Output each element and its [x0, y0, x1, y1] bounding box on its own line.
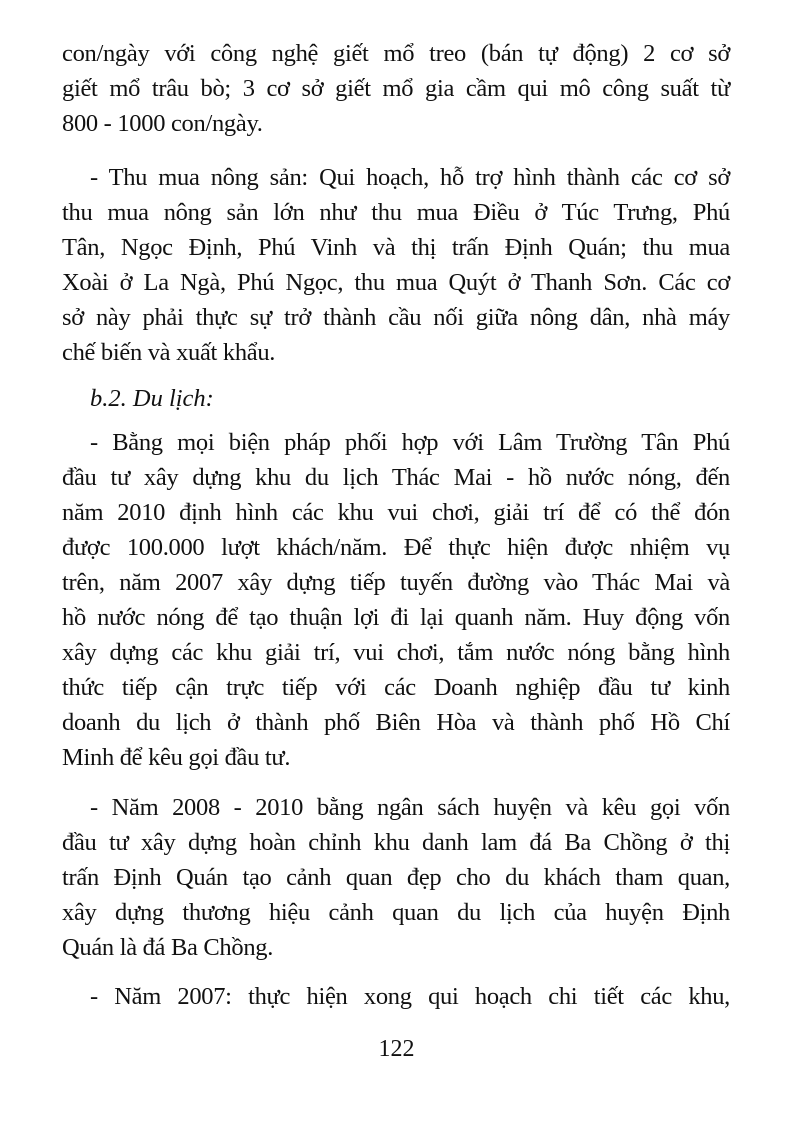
text-line: giết mổ trâu bò; 3 cơ sở giết mổ gia cầm qui mô công suất từ — [62, 75, 730, 102]
text-line: doanh du lịch ở thành phố Biên Hòa và thành phố Hồ Chí — [62, 709, 730, 736]
text-line: trên, năm 2007 xây dựng tiếp tuyến đường vào Thác Mai và — [62, 569, 730, 596]
text-line: trấn Định Quán tạo cảnh quan đẹp cho du khách tham quan, — [62, 864, 730, 891]
text-line: năm 2010 định hình các khu vui chơi, giải trí để có thể đón — [62, 499, 730, 526]
text-line: xây dựng thương hiệu cảnh quan du lịch của huyện Định — [62, 899, 730, 926]
page-number: 122 — [378, 1036, 415, 1062]
text-line: đầu tư xây dựng khu du lịch Thác Mai - hồ nước nóng, đến — [62, 464, 730, 491]
text-line: - Năm 2008 - 2010 bằng ngân sách huyện và kêu gọi vốn — [90, 794, 730, 821]
text-line: - Thu mua nông sản: Qui hoạch, hỗ trợ hình thành các cơ sở — [90, 164, 730, 191]
text-line: Xoài ở La Ngà, Phú Ngọc, thu mua Quýt ở Thanh Sơn. Các cơ — [62, 269, 730, 296]
text-line: thu mua nông sản lớn như thu mua Điều ở Túc Trưng, Phú — [62, 199, 730, 226]
text-line: - Năm 2007: thực hiện xong qui hoạch chi tiết các khu, — [90, 983, 730, 1010]
text-line: Minh để kêu gọi đầu tư. — [62, 744, 291, 771]
text-line: Quán là đá Ba Chồng. — [62, 934, 274, 961]
text-line: - Bằng mọi biện pháp phối hợp với Lâm Trường Tân Phú — [90, 429, 730, 456]
text-line: Tân, Ngọc Định, Phú Vinh và thị trấn Định Quán; thu mua — [62, 234, 730, 261]
text-line: xây dựng các khu giải trí, vui chơi, tắm nước nóng bằng hình — [62, 639, 730, 666]
text-line: 800 - 1000 con/ngày. — [62, 110, 263, 137]
text-line: hồ nước nóng để tạo thuận lợi đi lại quanh năm. Huy động vốn — [62, 604, 730, 631]
text-line: chế biến và xuất khẩu. — [62, 339, 276, 366]
text-line: thức tiếp cận trực tiếp với các Doanh nghiệp đầu tư kinh — [62, 674, 730, 701]
text-line: sở này phải thực sự trở thành cầu nối giữa nông dân, nhà máy — [62, 304, 730, 331]
section-heading: b.2. Du lịch: — [90, 385, 214, 412]
text-line: con/ngày với công nghệ giết mổ treo (bán tự động) 2 cơ sở — [62, 40, 730, 67]
text-line: đầu tư xây dựng hoàn chỉnh khu danh lam đá Ba Chồng ở thị — [62, 829, 730, 856]
text-line: được 100.000 lượt khách/năm. Để thực hiện được nhiệm vụ — [62, 534, 730, 561]
